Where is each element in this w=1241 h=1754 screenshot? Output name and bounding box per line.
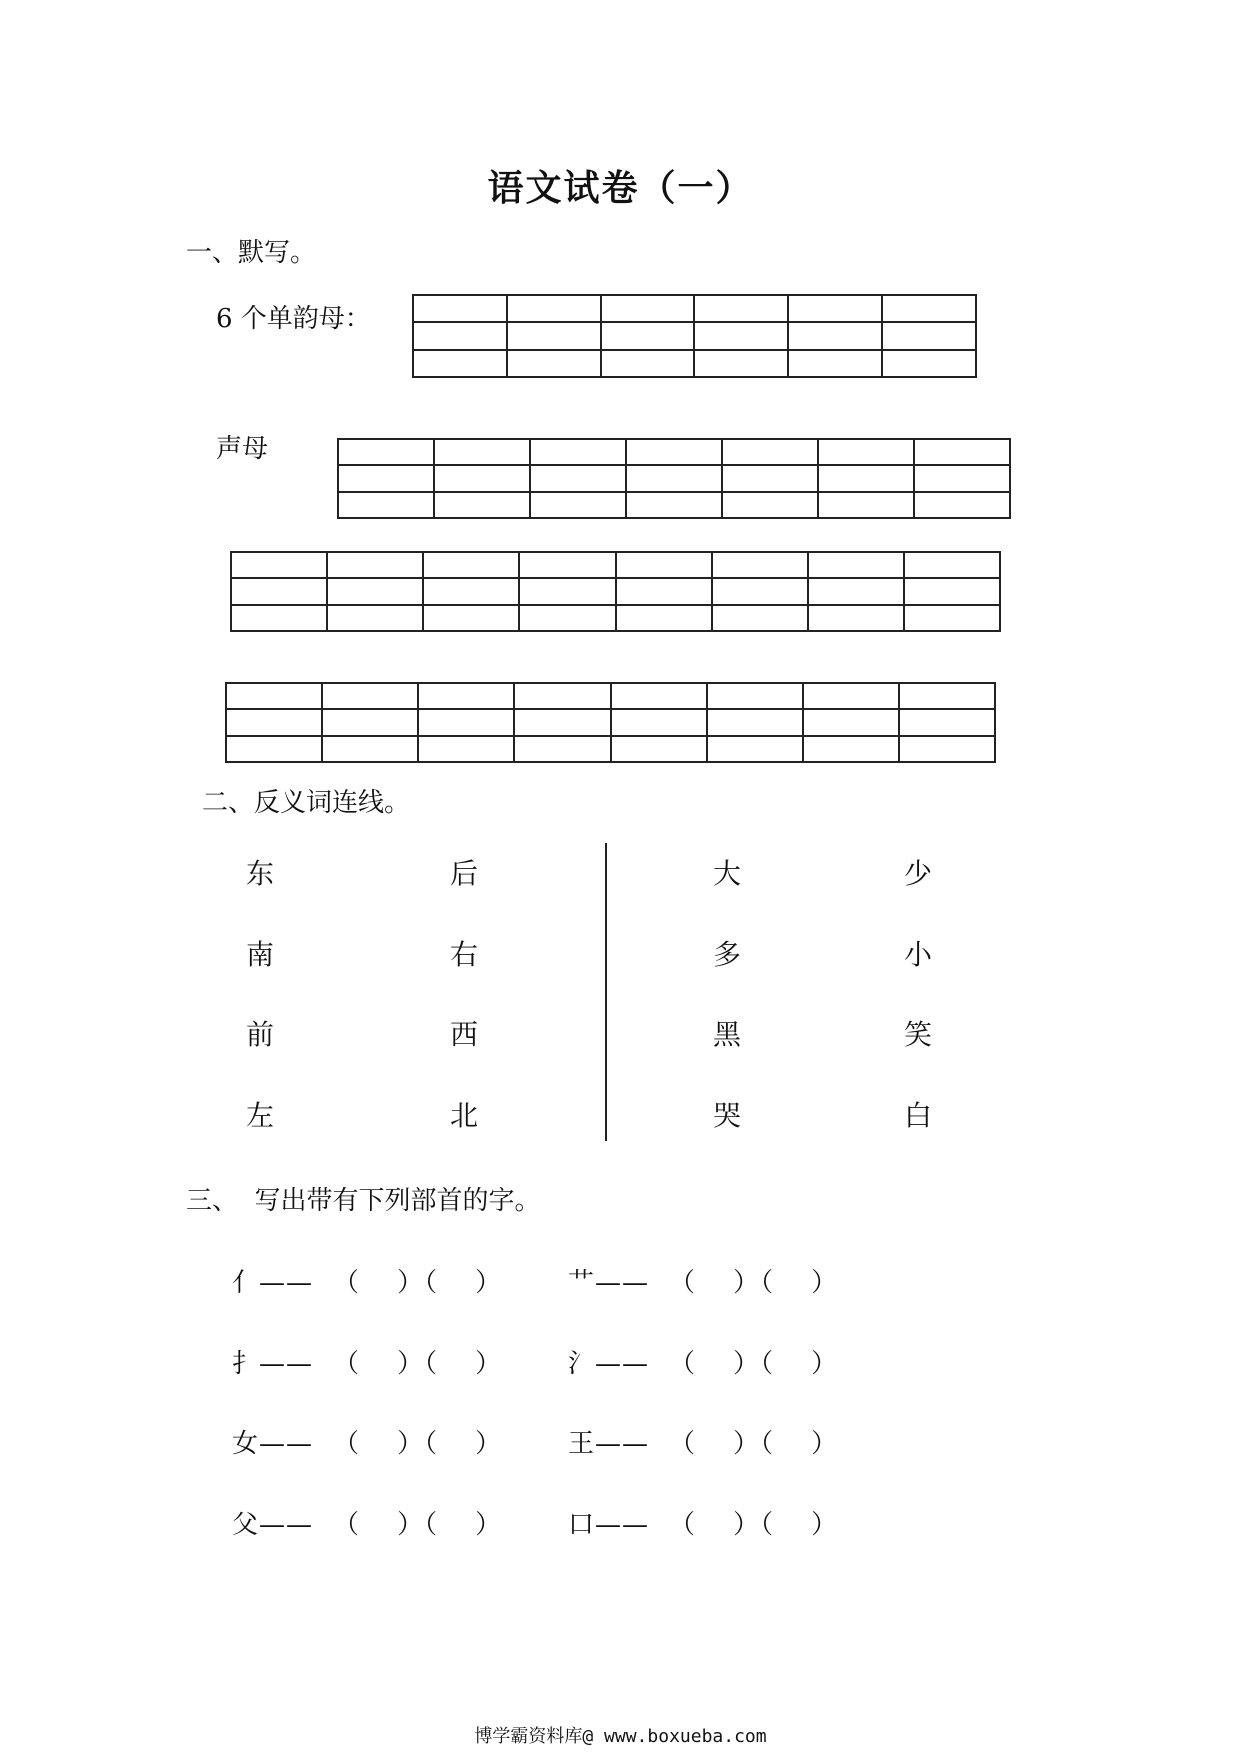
antonym-right-b-3: 笑 [904, 1018, 933, 1051]
initials-grid-1 [337, 438, 1011, 519]
vowels-grid [412, 294, 977, 378]
radical-label: 口—— [568, 1510, 650, 1540]
column-divider [605, 843, 607, 1141]
radical-row-1-right [568, 1262, 838, 1299]
initials-grid-2 [230, 551, 1001, 632]
radical-label: 王—— [568, 1429, 650, 1459]
answer-blanks: （ ）（ ） [669, 1510, 839, 1540]
radical-label: 亻—— [232, 1268, 314, 1298]
antonym-left-a-1: 东 [246, 857, 275, 890]
radical-label: 女—— [232, 1429, 314, 1459]
antonym-right-a-3: 黑 [713, 1018, 742, 1051]
vowels-label: 6 个单韵母： [216, 304, 371, 334]
answer-blanks: （ ）（ ） [669, 1429, 839, 1459]
radical-label: 扌—— [232, 1349, 314, 1379]
antonym-left-b-3: 西 [450, 1018, 479, 1051]
answer-blanks: （ ）（ ） [333, 1349, 503, 1379]
radical-label: 父—— [232, 1510, 314, 1540]
section2-heading: 二、反义词连线。 [202, 788, 411, 818]
radical-label: 氵—— [568, 1349, 650, 1379]
radical-label: 艹—— [568, 1268, 650, 1298]
answer-blanks: （ ）（ ） [333, 1429, 503, 1459]
antonym-right-a-4: 哭 [713, 1099, 742, 1132]
radical-row-2-left [232, 1343, 502, 1380]
antonym-left-a-4: 左 [246, 1099, 275, 1132]
antonym-left-a-2: 南 [246, 938, 275, 971]
radical-row-4-right [568, 1504, 838, 1541]
radical-row-1-left [232, 1262, 502, 1299]
footer-watermark: 博学霸资料库@ www.boxueba.com [474, 1726, 767, 1747]
answer-blanks: （ ）（ ） [333, 1510, 503, 1540]
antonym-left-b-2: 右 [450, 938, 479, 971]
answer-blanks: （ ）（ ） [333, 1268, 503, 1298]
antonym-left-b-4: 北 [450, 1099, 479, 1132]
antonym-right-b-1: 少 [904, 857, 933, 890]
antonym-right-b-2: 小 [904, 938, 933, 971]
antonym-right-a-2: 多 [713, 938, 742, 971]
antonym-right-b-4: 白 [904, 1099, 933, 1132]
answer-blanks: （ ）（ ） [669, 1349, 839, 1379]
radical-row-2-right [568, 1343, 838, 1380]
antonym-left-b-1: 后 [450, 857, 479, 890]
antonym-right-a-1: 大 [713, 857, 742, 890]
antonym-left-a-3: 前 [246, 1018, 275, 1051]
section3-heading: 三、 写出带有下列部首的字。 [186, 1186, 541, 1216]
section1-heading: 一、默写。 [186, 238, 317, 268]
initials-label: 声母 [216, 434, 269, 464]
initials-grid-3 [225, 682, 996, 763]
radical-row-3-left [232, 1423, 502, 1460]
answer-blanks: （ ）（ ） [669, 1268, 839, 1298]
radical-row-4-left [232, 1504, 502, 1541]
page-title: 语文试卷（一） [487, 167, 754, 209]
radical-row-3-right [568, 1423, 838, 1460]
